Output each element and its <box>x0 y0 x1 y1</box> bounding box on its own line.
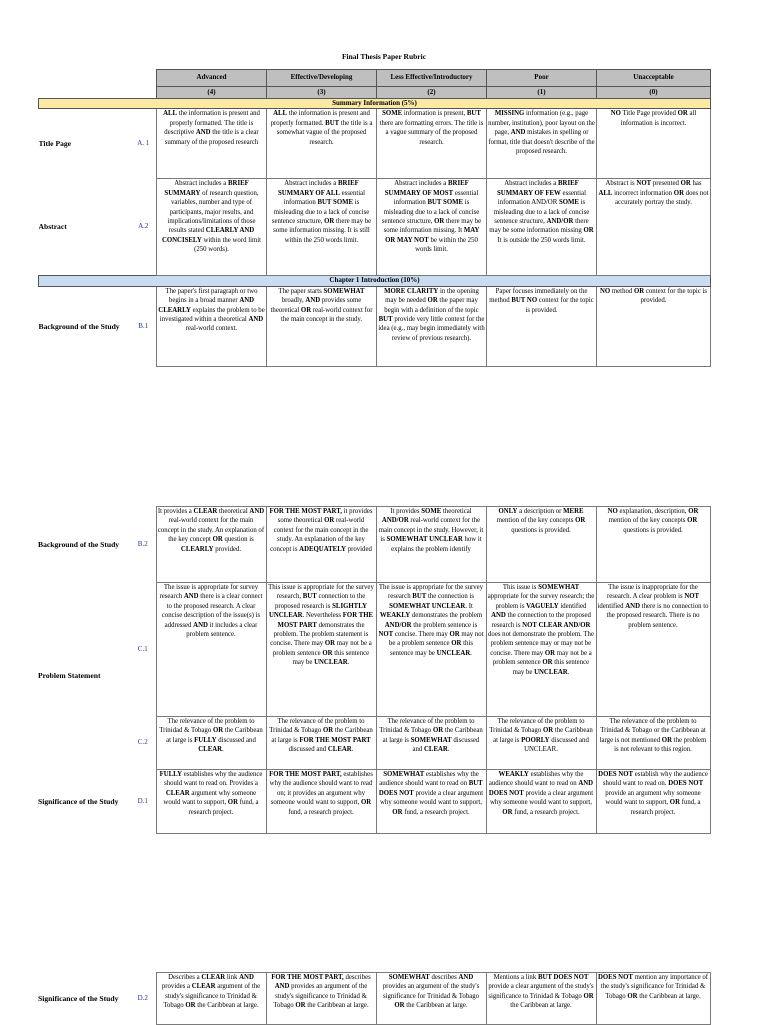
rubric-row-problem-c1 <box>38 583 710 717</box>
cell-less-effective: It provides SOME theoretical AND/OR real-world context for the main concept in the study. However, it is SOMEWHAT UNCLEAR how it explains the problem identify <box>376 507 486 583</box>
cell-less-effective: SOMEWHAT describes AND provides an argument of the study's significance for Trinidad & Tobago OR the Caribbean at large. <box>376 973 486 1025</box>
cell-unacceptable: The issue is inappropriate for the research. A clear problem is NOT identified AND there is no connection to the proposed research. There is no problem sentence. <box>596 583 710 717</box>
section-row-summary <box>39 99 711 109</box>
cell-effective: FOR THE MOST PART, describes AND provides an argument of the study's significance to Trinidad & Tobago OR the Caribbean at large. <box>266 973 376 1025</box>
cell-poor: Paper focuses immediately on the method BUT NO context for the topic is provided. <box>487 286 597 366</box>
criterion-label: Background of the Study <box>38 321 120 331</box>
rubric-row-significance-d2 <box>38 973 710 1025</box>
level-score-poor: (1) <box>487 87 597 99</box>
cell-effective: FOR THE MOST PART, it provides some theoretical OR real-world context for the main concept in the study. An explanation of the key concept is ADEQUATELY provided <box>266 507 376 583</box>
cell-effective: The paper starts SOMEWHAT broadly, AND provides some theoretical OR real-world context for the main concept in the study. <box>267 286 377 366</box>
cell-poor: MISSING information (e.g., page number, institution), poor layout on the page, AND mistakes in spelling or format, title that doesn't describe of the proposed research. <box>487 109 597 179</box>
cell-poor: The relevance of the problem to Trinidad & Tobago OR the Caribbean at large is POORLY discussed and UNCLEAR. <box>486 717 596 770</box>
criterion-label: Title Page <box>38 139 72 149</box>
criterion-code: D.2 <box>137 993 148 1002</box>
cell-advanced: Describes a CLEAR link AND provides a CLEAR argument of the study's significance to Trinidad & Tobago OR the Caribbean at large. <box>156 973 266 1025</box>
rubric-row-problem-c2 <box>38 717 710 770</box>
cell-advanced: The relevance of the problem to Trinidad & Tobago OR the Caribbean at large is FULLY discussed and CLEAR. <box>156 717 266 770</box>
criterion-label: Problem Statement <box>38 670 101 680</box>
cell-less-effective: SOMEWHAT establishes why the audience should want to read on BUT DOES NOT provide a clear argument why someone would want to support, OR fund, a research project. <box>376 770 486 834</box>
cell-unacceptable: Abstract is NOT presented OR has ALL incorrect information OR does not accurately portray the study. <box>597 179 711 276</box>
rubric-row-background-b1 <box>39 286 711 366</box>
cell-less-effective: SOME information is present, BUT there are formatting errors. The title is a vague summary of the proposed research. <box>377 109 487 179</box>
cell-advanced: ALL the information is present and properly formatted. The title is descriptive AND the title is a clear summary of the proposed research <box>157 109 267 179</box>
cell-effective: Abstract includes a BRIEF SUMMARY OF ALL essential information BUT SOME is misleading due to a lack of concise sentence structure, OR there may be some information missing. It is still within the 250 words limit. <box>267 179 377 276</box>
cell-less-effective: The relevance of the problem to Trinidad & Tobago OR the Caribbean at large is SOMEWHAT discussed and CLEAR. <box>376 717 486 770</box>
rubric-row-background-b2 <box>38 507 710 583</box>
level-score-less-effective: (2) <box>377 87 487 99</box>
cell-poor: WEAKLY establishes why the audience should want to read on AND DOES NOT provide a clear argument why someone would want to support, OR fund, a research project. <box>486 770 596 834</box>
criterion-label: Significance of the Study <box>38 796 119 806</box>
criterion-code: C.2 <box>137 738 148 747</box>
criterion-code: B.2 <box>137 539 148 548</box>
cell-effective: ALL the information is present and properly formatted. BUT the title is a somewhat vague of the proposed research. <box>267 109 377 179</box>
level-name-advanced: Advanced <box>157 70 267 87</box>
cell-unacceptable: DOES NOT mention any importance of the study's significance for Trinidad & Tobago OR the Caribbean at large. <box>596 973 710 1025</box>
rubric-row-significance-d1 <box>38 770 710 834</box>
level-score-effective: (3) <box>267 87 377 99</box>
cell-advanced: It provides a CLEAR theoretical AND real-world context for the main concept in the study. An explanation of the key concept OR question is CLEARLY provided. <box>156 507 266 583</box>
criterion-code: A. 1 <box>137 139 150 148</box>
cell-advanced: FULLY establishes why the audience should want to read on. Provides a CLEAR argument why someone would want to support, OR fund, a research project. <box>156 770 266 834</box>
criterion-label <box>38 717 130 770</box>
cell-poor: Mentions a link BUT DOES NOT provide a clear argument of the study's significance to Trinidad & Tobago OR the Caribbean at large. <box>486 973 596 1025</box>
page-title: Final Thesis Paper Rubric <box>341 52 427 61</box>
cell-unacceptable: NO Title Page provided OR all information is incorrect. <box>597 109 711 179</box>
rubric-table-middle <box>38 506 711 834</box>
level-name-effective: Effective/Developing <box>267 70 377 87</box>
criterion-label: Significance of the Study <box>38 993 119 1003</box>
cell-poor: This issue is SOMEWHAT appropriate for the survey research; the problem is VAGUELY identified AND the connection to the proposed research is NOT CLEAR AND/OR does not demonstrate the problem. The problem sentence may or may not be concise. There may OR may not be a problem sentence OR this sentence may be UNCLEAR. <box>486 583 596 717</box>
cell-unacceptable: DOES NOT establish why the audience should want to read on. DOES NOT provide an argument why someone would want to support, OR fund, a research project. <box>596 770 710 834</box>
criterion-code: B.1 <box>138 321 149 330</box>
cell-effective: FOR THE MOST PART, establishes why the audience should want to read on; it provides an argument why someone would want to support, OR fund, a research project. <box>266 770 376 834</box>
cell-less-effective: MORE CLARITY in the opening may be needed OR the paper may begin with a definition of the topic BUT provide very little context for the idea (e.g., may begin immediately with review of previous research). <box>377 286 487 366</box>
rubric-row-title-page <box>39 109 711 179</box>
rubric-table-top <box>38 69 711 367</box>
cell-unacceptable: The relevance of the problem to Trinidad & Tobago or the Caribbean at large is not mentioned OR the problem is not relevant to this region. <box>596 717 710 770</box>
criterion-code: A.2 <box>138 222 149 231</box>
cell-poor: Abstract includes a BRIEF SUMMARY OF FEW essential information AND/OR SOME is misleading due to a lack of concise sentence structure, AND/OR there may be some information missing OR It is outside the 250 words limit. <box>487 179 597 276</box>
section-row-chapter1 <box>39 276 711 286</box>
rubric-row-abstract <box>39 179 711 276</box>
criterion-label: Background of the Study <box>38 539 120 549</box>
criterion-label: Abstract <box>38 222 67 232</box>
cell-effective: This issue is appropriate for the survey research, BUT connection to the proposed research is SLIGHTLY UNCLEAR. Nevertheless FOR THE MOST PART demonstrates the problem. The problem statement is concise. There may OR may not be a problem sentence OR this sentence may be UNCLEAR. <box>266 583 376 717</box>
rubric-table-bottom <box>38 972 711 1025</box>
level-header-row <box>39 70 711 87</box>
cell-advanced: The issue is appropriate for survey research AND there is a clear connect to the proposed research. A clear concise description of the issue(s) is addressed AND it includes a clear problem sentence. <box>156 583 266 717</box>
level-name-unacceptable: Unacceptable <box>597 70 711 87</box>
section-title-summary: Summary Information (5%) <box>39 99 711 109</box>
level-score-advanced: (4) <box>157 87 267 99</box>
cell-advanced: The paper's first paragraph or two begins in a broad manner AND CLEARLY explains the problem to be investigated within a theoretical AND real-world context. <box>157 286 267 366</box>
cell-less-effective: Abstract includes a BRIEF SUMMARY OF MOST essential information BUT SOME is misleading due to a lack of concise sentence structure, OR there may be some information missing. It MAY OR MAY NOT be within the 250 words limit. <box>377 179 487 276</box>
section-title-chapter1: Chapter 1 Introduction (10%) <box>39 276 711 286</box>
cell-poor: ONLY a description or MERE mention of the key concepts OR questions is provided. <box>486 507 596 583</box>
level-name-less-effective: Less Effective/Introductory <box>377 70 487 87</box>
cell-unacceptable: NO explanation, description, OR mention of the key concepts OR questions is provided. <box>596 507 710 583</box>
level-name-poor: Poor <box>487 70 597 87</box>
level-score-unacceptable: (0) <box>597 87 711 99</box>
cell-unacceptable: NO method OR context for the topic is provided. <box>597 286 711 366</box>
cell-less-effective: The issue is appropriate for the survey research BUT the connection is SOMEWHAT UNCLEAR. It WEAKLY demonstrates the problem AND/OR the problem sentence is NOT concise. There may OR may not be a problem sentence OR this sentence may be UNCLEAR. <box>376 583 486 717</box>
cell-advanced: Abstract includes a BRIEF SUMMARY of research question, variables, number and type of participants, major results, and implications/limitations of those results stated CLEARLY AND CONCISELY within the word limit (250 words). <box>157 179 267 276</box>
criterion-code: D.1 <box>137 796 148 805</box>
criterion-code: C.1 <box>137 644 148 653</box>
cell-effective: The relevance of the problem to Trinidad & Tobago OR the Caribbean at large is FOR THE MOST PART discussed and CLEAR. <box>266 717 376 770</box>
